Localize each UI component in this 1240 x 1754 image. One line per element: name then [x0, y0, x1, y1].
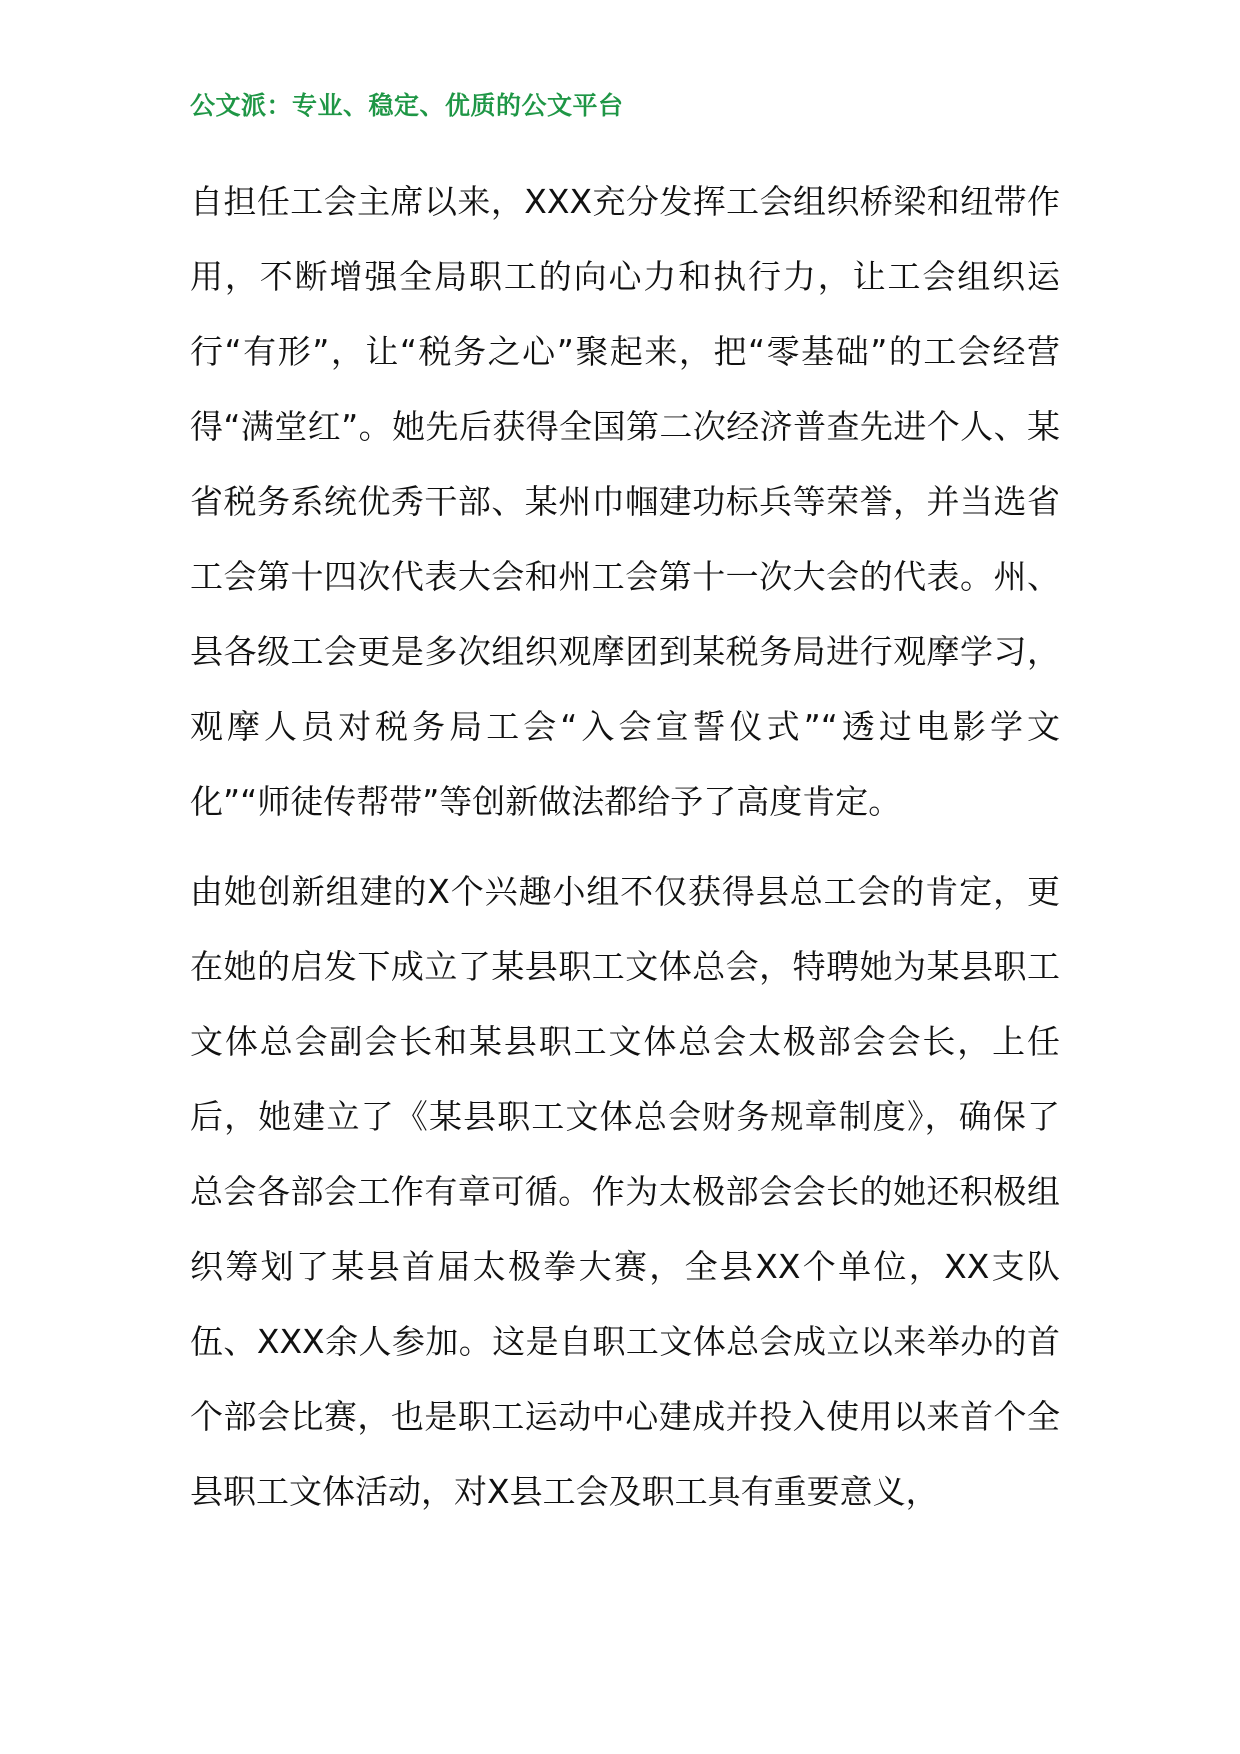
paragraph-2: 由她创新组建的X个兴趣小组不仅获得县总工会的肯定，更在她的启发下成立了某县职工文体总会，特聘她为某县职工文体总会副会长和某县职工文体总会太极部会会长，上任后，她建立了《某县职工文体总会财务规章制度》，确保了总会各部会工作有章可循。作为太极部会会长的她还积极组织筹划了某县首届太极拳大赛，全县XX个单位，XX支队伍、XXX余人参加。这是自职工文体总会成立以来举办的首个部会比赛，也是职工运动中心建成并投入使用以来首个全县职工文体活动，对X县工会及职工具有重要意义，: [190, 872, 1060, 1511]
paragraph-1: 自担任工会主席以来，XXX充分发挥工会组织桥梁和纽带作用，不断增强全局职工的向心力和执行力，让工会组织运行“有形”，让“税务之心”聚起来，把“零基础”的工会经营得“满堂红”。她先后获得全国第二次经济普查先进个人、某省税务系统优秀干部、某州巾帼建功标兵等荣誉，并当选省工会第十四次代表大会和州工会第十一次大会的代表。州、县各级工会更是多次组织观摩团到某税务局进行观摩学习，观摩人员对税务局工会“入会宣誓仪式”“透过电影学文化”“师徒传帮带”等创新做法都给予了高度肯定。: [190, 182, 1060, 821]
site-header-banner: 公文派：专业、稳定、优质的公文平台: [190, 91, 624, 120]
document-body: [190, 164, 1060, 1529]
